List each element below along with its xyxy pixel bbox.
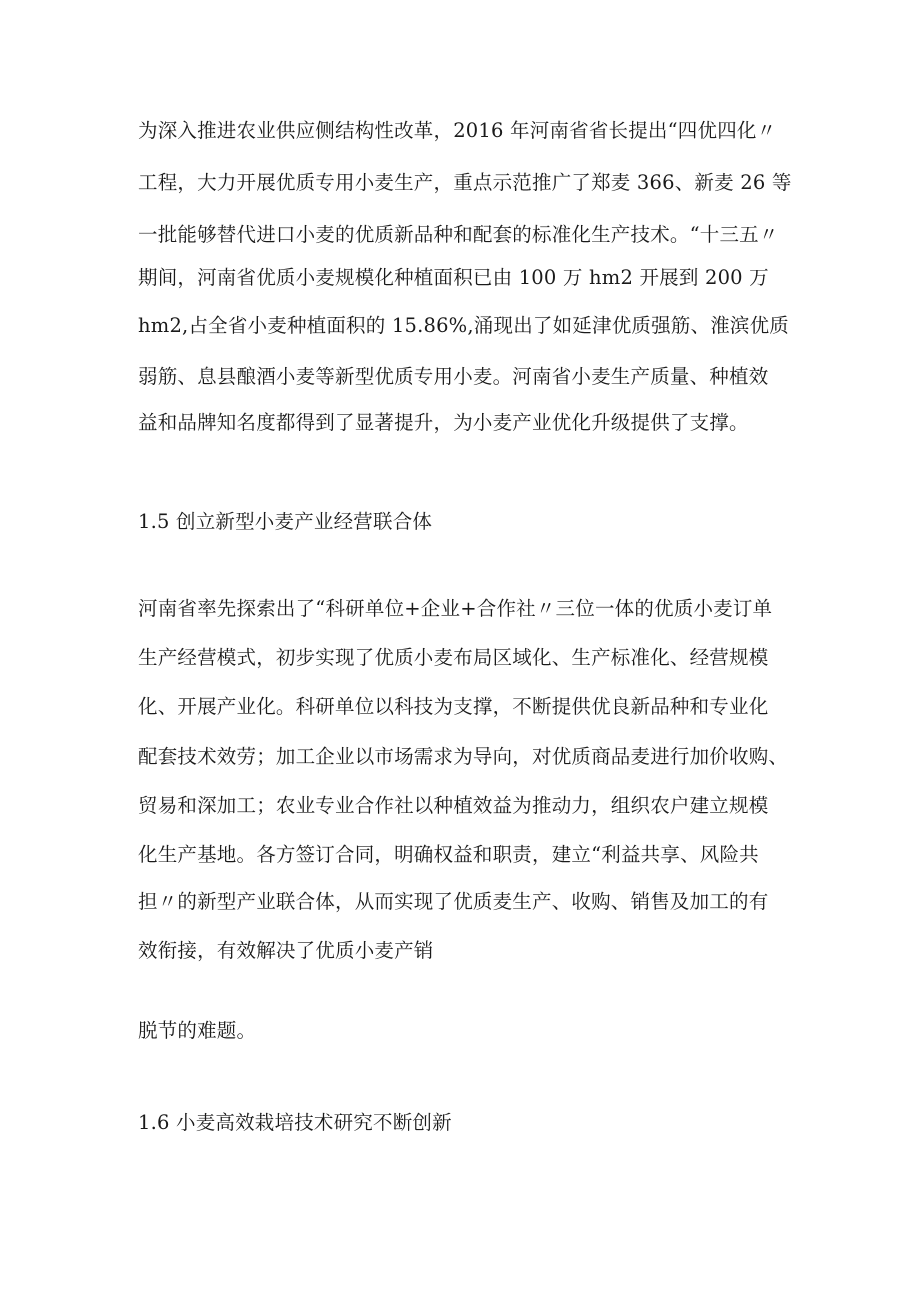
- section-heading-1-6: 1.6 小麦高效栽培技术研究不断创新: [138, 1111, 452, 1134]
- paragraph-1-line-2: 工程，大力开展优质专用小麦生产，重点示范推广了郑麦 366、新麦 26 等: [138, 171, 792, 194]
- paragraph-1-line-4: 期间，河南省优质小麦规模化种植面积已由 100 万 hm2 开展到 200 万: [138, 266, 769, 289]
- paragraph-2-line-4: 配套技术效劳；加工企业以市场需求为导向，对优质商品麦进行加价收购、: [138, 745, 789, 768]
- paragraph-2-line-8: 效衔接，有效解决了优质小麦产销: [138, 939, 434, 962]
- paragraph-1-line-7: 益和品牌知名度都得到了显著提升，为小麦产业优化升级提供了支撑。: [138, 411, 749, 434]
- paragraph-1-line-3: 一批能够替代进口小麦的优质新品种和配套的标准化生产技术。“十三五〃: [138, 223, 779, 246]
- paragraph-2-line-1: 河南省率先探索出了“科研单位+企业+合作社〃三位一体的优质小麦订单: [138, 597, 773, 620]
- section-heading-1-5: 1.5 创立新型小麦产业经营联合体: [138, 510, 433, 533]
- paragraph-2-line-3: 化、开展产业化。科研单位以科技为支撑，不断提供优良新品种和专业化: [138, 695, 769, 718]
- paragraph-3: 脱节的难题。: [138, 1019, 257, 1042]
- paragraph-2-line-6: 化生产基地。各方签订合同，明确权益和职责，建立“利益共享、风险共: [138, 843, 759, 866]
- paragraph-1-line-5: hm2,占全省小麦种植面积的 15.86%,涌现出了如延津优质强筋、淮滨优质: [138, 314, 790, 337]
- paragraph-2-line-7: 担〃的新型产业联合体，从而实现了优质麦生产、收购、销售及加工的有: [138, 890, 769, 913]
- paragraph-2-line-5: 贸易和深加工；农业专业合作社以种植效益为推动力，组织农户建立规模: [138, 794, 769, 817]
- paragraph-1-line-1: 为深入推进农业供应侧结构性改革，2016 年河南省省长提出“四优四化〃: [138, 119, 777, 142]
- paragraph-2-line-2: 生产经营模式，初步实现了优质小麦布局区域化、生产标准化、经营规模: [138, 646, 769, 669]
- paragraph-1-line-6: 弱筋、息县酿酒小麦等新型优质专用小麦。河南省小麦生产质量、种植效: [138, 365, 769, 388]
